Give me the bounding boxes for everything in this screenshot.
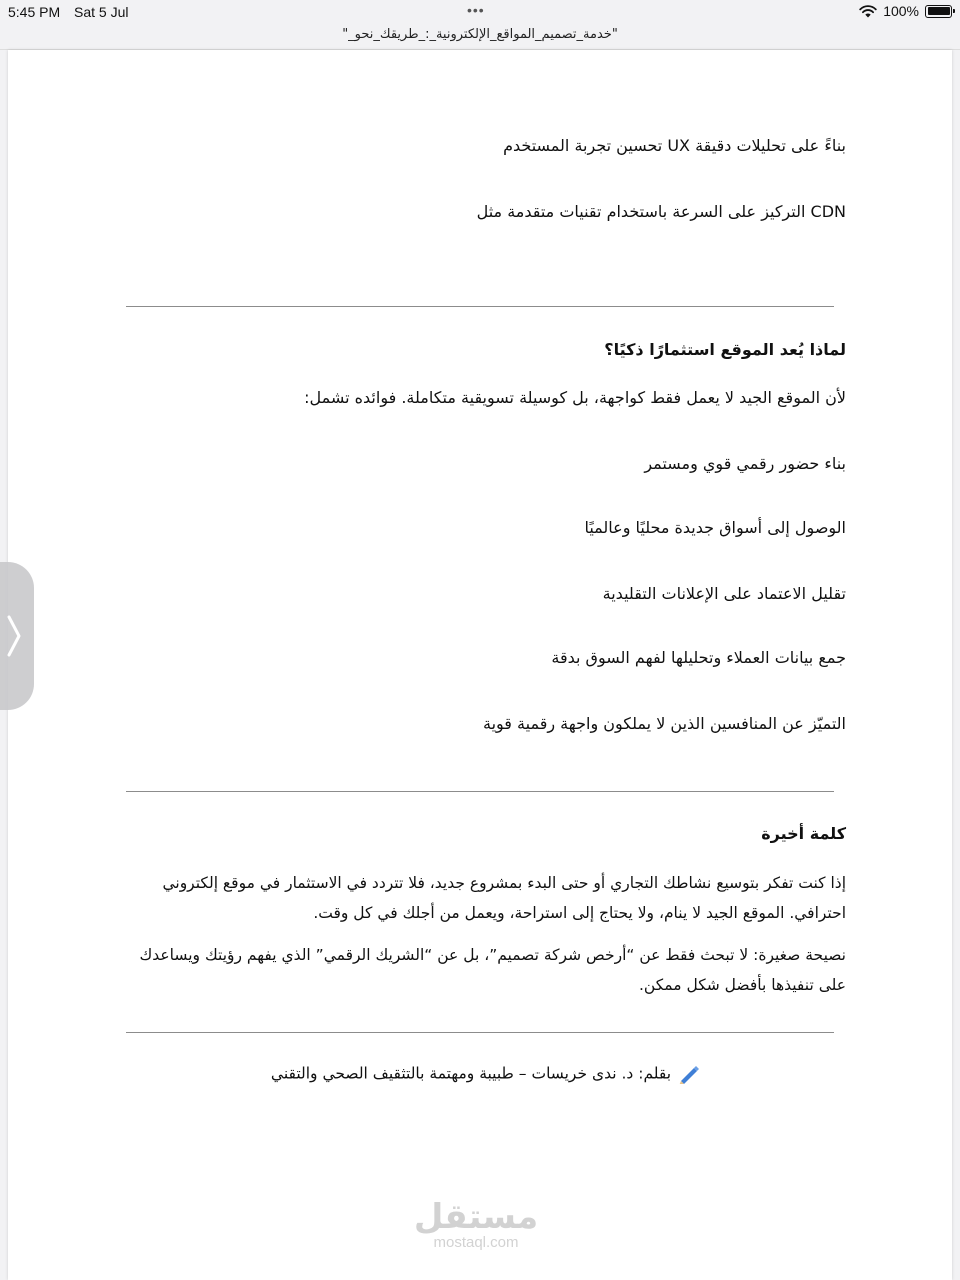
section-intro: لأن الموقع الجيد لا يعمل فقط كواجهة، بل كوسيلة تسويقية متكاملة. فوائده تشمل: [304, 388, 846, 407]
watermark-logo: مستقل [413, 1197, 539, 1237]
status-left [8, 4, 139, 20]
author-text: بقلم: د. ندى خريسات – طبيبة ومهتمة بالتثقيف الصحي والتقني [270, 1064, 672, 1083]
text-line-cdn: CDN التركيز على السرعة باستخدام تقنيات متقدمة مثل [476, 202, 846, 221]
status-bar [0, 0, 960, 24]
battery-percent: 100% [883, 3, 919, 19]
section-heading-why: لماذا يُعد الموقع استثمارًا ذكيًا؟ [604, 340, 846, 359]
list-item: تقليل الاعتماد على الإعلانات التقليدية [602, 584, 846, 603]
divider [126, 306, 834, 307]
list-item: جمع بيانات العملاء وتحليلها لفهم السوق بدقة [551, 648, 846, 667]
paragraph-final: إذا كنت تفكر بتوسيع نشاطك التجاري أو حتى البدء بمشروع جديد، فلا تتردد في الاستثمار في موقع إلكتروني احترافي. الموقع الجيد لا ينام، ولا يحتاج إلى استراحة، ويعمل من أجلك في كل وقت. [162, 874, 846, 922]
divider [126, 1032, 834, 1033]
watermark-domain: mostaql.com [433, 1234, 519, 1251]
battery-icon [925, 5, 952, 18]
section-heading-final: كلمة أخيرة [761, 824, 846, 843]
pen-icon [677, 1064, 701, 1084]
status-time: 5:45 PM [8, 4, 61, 20]
list-item: التميّز عن المنافسين الذين لا يملكون واجهة رقمية قوية [483, 714, 846, 733]
multitasking-dots-icon[interactable]: ••• [467, 2, 485, 18]
status-date: Sat 5 Jul [74, 4, 129, 20]
document-page [8, 50, 952, 1280]
side-panel-handle[interactable] [0, 562, 34, 710]
text-line-ux: بناءً على تحليلات دقيقة UX تحسين تجربة المستخدم [503, 136, 846, 155]
divider [126, 791, 834, 792]
list-item: الوصول إلى أسواق جديدة محليًا وعالميًا [584, 518, 846, 537]
wifi-icon [859, 5, 877, 18]
paragraph-tip: نصيحة صغيرة: لا تبحث فقط عن “أرخص شركة تصميم”، بل عن “الشريك الرقمي” الذي يفهم رؤيتك ويساعدك على تنفيذها بأفضل شكل ممكن. [139, 946, 846, 994]
author-line [126, 1064, 846, 1084]
watermark [406, 1198, 546, 1250]
chevron-right-icon [6, 614, 22, 658]
status-right [859, 3, 952, 19]
document-title: "_خدمة_تصميم_المواقع_الإلكترونية_:_طريقك_نحو" [0, 24, 960, 50]
list-item: بناء حضور رقمي قوي ومستمر [644, 454, 846, 473]
